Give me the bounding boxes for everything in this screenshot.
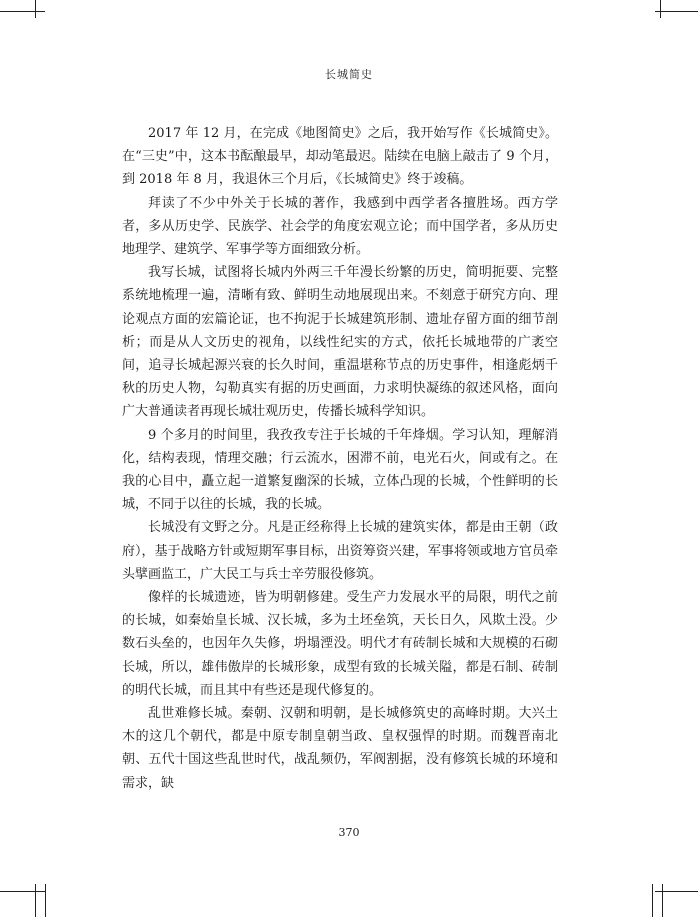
crop-mark-bottom-left-h — [0, 891, 45, 892]
paragraph: 长城没有文野之分。凡是正经称得上长城的建筑实体，都是由王朝（政府），基于战略方针或短期军事目标，出资筹资兴建，军事将领或地方官员牵头擘画监工，广大民工与兵士辛劳服役修筑。 — [122, 520, 558, 582]
paragraph: 拜读了不少中外关于长城的著作，我感到中西学者各擅胜场。西方学者，多从历史学、民族学、社会学的角度宏观立论；而中国学者，多从历史地理学、建筑学、军事学等方面细致分析。 — [122, 195, 558, 258]
paragraph: 我写长城，试图将长城内外两三千年漫长纷繁的历史，简明扼要、完整系统地梳理一遍，清晰有致、鲜明生动地展现出来。不刻意于研究方向、理论观点方面的宏篇论证，也不拘泥于长城建筑形制、遗址存留方面的细节剖析；而是从人文历史的视角，以线性纪实的方式，依托长城地带的广袤空间，追寻长城起源兴衰的长久时间，重温堪称节点的历史事件，相逢彪炳千秋的历史人物，勾勒真实有据的历史画面，力求明快凝练的叙述风格，面向广大普通读者再现长城壮观历史，传播长城科学知识。 — [122, 265, 558, 420]
crop-mark-top-right-v — [660, 0, 661, 18]
crop-mark-top-left-v — [35, 0, 36, 18]
crop-mark-top-left-h — [0, 11, 45, 12]
crop-mark-bottom-left-v2 — [45, 884, 46, 917]
body-text — [122, 122, 558, 795]
crop-mark-bottom-left-v — [35, 884, 36, 917]
crop-mark-bottom-right-v — [652, 884, 653, 917]
paragraph: 9 个多月的时间里，我孜孜专注于长城的千年烽烟。学习认知，理解消化，结构表现，情理交融；行云流水，困滞不前，电光石火，间或有之。在我的心目中，矗立起一道繁复幽深的长城，立体凸现的长城，个性鲜明的长城，不同于以往的长城，我的长城。 — [122, 427, 558, 513]
crop-mark-bottom-right-v2 — [662, 884, 663, 917]
paragraph: 乱世难修长城。秦朝、汉朝和明朝，是长城修筑史的高峰时期。大兴土木的这几个朝代，都是中原专制皇朝当政、皇权强悍的时期。而魏晋南北朝、五代十国这些乱世时代，战乱频仍，军阀割据，没有修筑长城的环境和需求，缺 — [122, 706, 558, 791]
crop-mark-top-right-h — [655, 11, 698, 12]
paragraph: 2017 年 12 月，在完成《地图简史》之后，我开始写作《长城简史》。在“三史”中，这本书酝酿最早，却动笔最迟。陆续在电脑上敲击了 9 个月，到 2018 年 8 月，我退休三个月后，《长城简史》终于竣稿。 — [122, 126, 558, 188]
running-header: 长城简史 — [325, 68, 373, 81]
page-number: 370 — [338, 826, 360, 839]
paragraph: 像样的长城遗迹，皆为明朝修建。受生产力发展水平的局限，明代之前的长城，如秦始皇长城、汉长城，多为土坯垒筑，天长日久，风欺土没。少数石头垒的，也因年久失修，坍塌湮没。明代才有砖制长城和大规模的石砌长城，所以，雄伟傲岸的长城形象，成型有致的长城关隘，都是石制、砖制的明代长城，而且其中有些还是现代修复的。 — [122, 590, 558, 698]
